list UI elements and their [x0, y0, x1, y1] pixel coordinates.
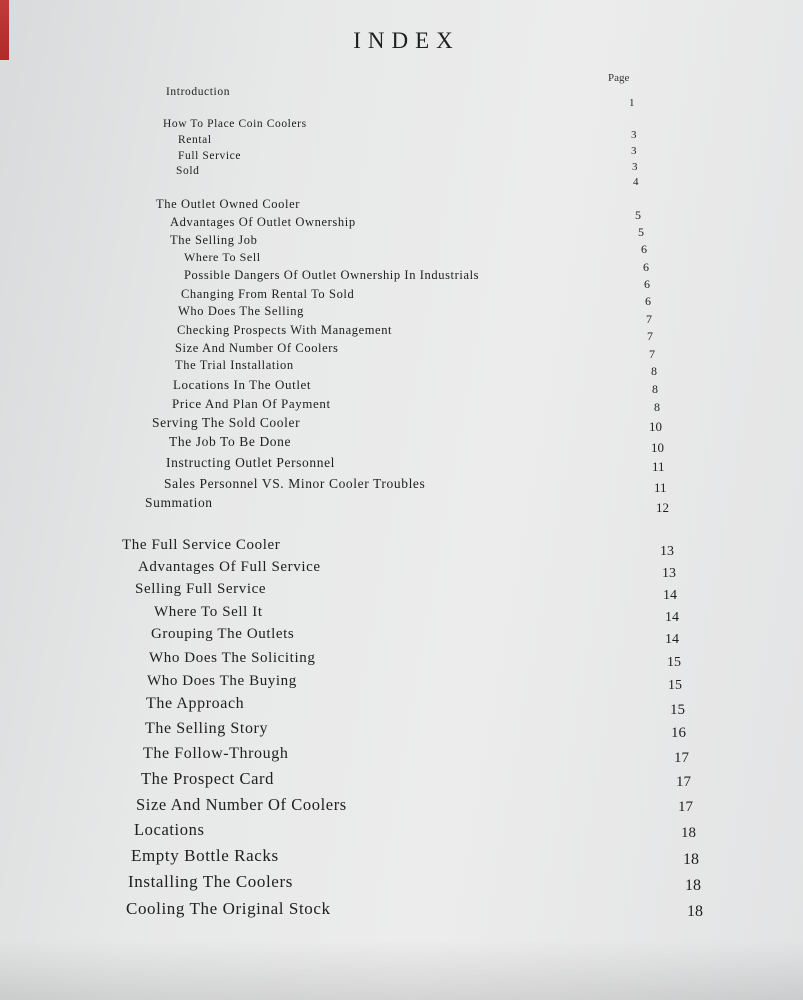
- index-page-number: 8: [654, 400, 660, 414]
- index-entry: Introduction: [166, 86, 231, 98]
- index-page-number: 6: [644, 277, 650, 291]
- index-entry: Grouping The Outlets: [151, 626, 295, 642]
- index-entry: The Outlet Owned Cooler: [156, 197, 300, 211]
- index-page-number: 8: [652, 382, 658, 396]
- index-entry: Price And Plan Of Payment: [172, 396, 331, 411]
- index-page-number: 17: [674, 750, 689, 766]
- index-page-number: 7: [649, 347, 655, 361]
- index-entry: Rental: [178, 134, 212, 146]
- index-entry: Full Service: [178, 150, 242, 162]
- index-page-number: 13: [660, 544, 674, 559]
- index-entry: Advantages Of Full Service: [138, 559, 321, 575]
- index-page-number: 14: [663, 588, 677, 603]
- index-entry: Who Does The Soliciting: [149, 650, 316, 666]
- index-entry: The Prospect Card: [141, 769, 274, 788]
- index-page-number: 15: [668, 678, 682, 693]
- index-page-number: 6: [641, 242, 647, 256]
- index-entry: Where To Sell: [184, 250, 261, 264]
- index-page-number: 7: [647, 329, 653, 343]
- index-page-number: 17: [676, 774, 691, 790]
- index-entry: Who Does The Buying: [147, 673, 297, 689]
- index-page-number: 3: [631, 145, 637, 157]
- index-page-number: 18: [681, 825, 696, 841]
- page-column-header: Page: [608, 72, 630, 84]
- index-entry: Changing From Rental To Sold: [181, 287, 355, 301]
- index-page-number: 14: [665, 610, 679, 625]
- index-entry: Size And Number Of Coolers: [175, 341, 339, 355]
- index-entry: Instructing Outlet Personnel: [166, 455, 336, 470]
- page-shadow: [0, 940, 803, 1000]
- index-entry: Serving The Sold Cooler: [152, 415, 301, 430]
- index-page-number: 5: [635, 208, 641, 222]
- index-page-number: 11: [654, 480, 667, 495]
- index-entry: Possible Dangers Of Outlet Ownership In Industrials: [184, 268, 480, 282]
- index-page-number: 7: [646, 312, 652, 326]
- index-entry: Advantages Of Outlet Ownership: [170, 215, 356, 229]
- index-entry: The Trial Installation: [175, 358, 294, 372]
- index-page-number: 10: [649, 419, 662, 434]
- index-page-number: 11: [652, 459, 665, 474]
- index-page-number: 18: [687, 903, 703, 920]
- index-page-number: 18: [683, 851, 699, 868]
- index-entry: The Job To Be Done: [169, 434, 292, 449]
- index-page-number: 6: [645, 294, 651, 308]
- index-page-number: 3: [632, 161, 638, 173]
- index-page-number: 4: [633, 176, 639, 188]
- page-title: INDEX: [353, 28, 460, 53]
- index-page-number: 10: [651, 440, 664, 455]
- index-page-number: 8: [651, 364, 657, 378]
- index-entry: Size And Number Of Coolers: [136, 795, 347, 814]
- index-entry: The Follow-Through: [143, 745, 289, 762]
- index-page-number: 12: [656, 500, 669, 515]
- index-page-number: 16: [671, 725, 686, 741]
- index-entry: Locations: [134, 820, 205, 839]
- index-entry: Selling Full Service: [135, 581, 267, 597]
- index-page-number: 3: [631, 129, 637, 141]
- index-entry: The Selling Story: [145, 720, 269, 737]
- index-entry: Where To Sell It: [154, 604, 263, 620]
- index-entry: Checking Prospects With Management: [177, 323, 393, 337]
- index-page-number: 17: [678, 799, 693, 815]
- index-page-number: 14: [665, 632, 679, 647]
- index-entry: Installing The Coolers: [128, 872, 293, 891]
- index-entry: Cooling The Original Stock: [126, 899, 331, 918]
- index-page-number: 15: [667, 655, 681, 670]
- index-entry: The Approach: [146, 695, 245, 712]
- index-entry: Empty Bottle Racks: [131, 846, 279, 865]
- index-entry: Summation: [145, 495, 213, 510]
- index-entry: The Selling Job: [170, 233, 258, 247]
- index-page-number: 1: [629, 97, 635, 109]
- index-page-number: 15: [670, 702, 685, 718]
- index-entry: Sold: [176, 165, 200, 177]
- index-page-number: 5: [638, 225, 644, 239]
- index-entry: Who Does The Selling: [178, 304, 304, 318]
- index-entry: How To Place Coin Coolers: [163, 118, 307, 130]
- index-page-number: 6: [643, 260, 649, 274]
- index-entry: The Full Service Cooler: [122, 537, 281, 553]
- index-entry: Sales Personnel VS. Minor Cooler Troubles: [164, 476, 426, 491]
- index-page-number: 18: [685, 877, 701, 894]
- index-page-number: 13: [662, 566, 676, 581]
- index-entry: Locations In The Outlet: [173, 377, 312, 392]
